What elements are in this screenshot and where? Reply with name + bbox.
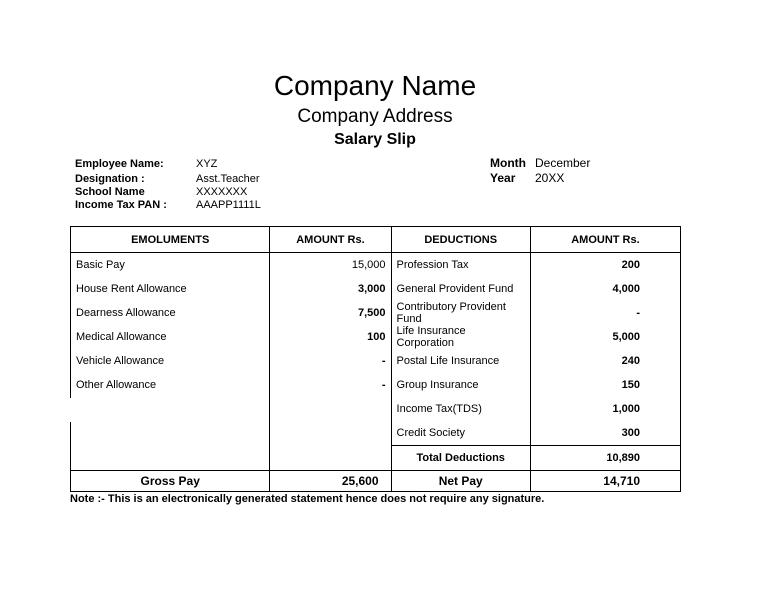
table-row <box>71 325 681 349</box>
table-row <box>71 277 681 301</box>
pay-summary-row <box>71 471 681 492</box>
month-value: December <box>535 156 591 170</box>
border-gap <box>69 398 71 422</box>
month-label: Month <box>490 156 526 170</box>
pan-label: Income Tax PAN : <box>75 199 167 211</box>
header-deductions: DEDUCTIONS <box>391 227 530 253</box>
emolument-amount: 3,000 <box>270 277 391 301</box>
table-header-row <box>71 227 681 253</box>
deduction-name: Income Tax(TDS) <box>391 397 530 421</box>
table-row <box>71 349 681 373</box>
table-row <box>71 421 681 446</box>
salary-table <box>70 226 681 492</box>
employee-name-value: XYZ <box>196 158 218 170</box>
deduction-name: Profession Tax <box>391 253 530 278</box>
deduction-amount: 5,000 <box>530 325 680 349</box>
deduction-amount: 4,000 <box>530 277 680 301</box>
total-deductions-value: 10,890 <box>530 446 680 471</box>
deduction-name: Postal Life Insurance <box>391 349 530 373</box>
header-emoluments: EMOLUMENTS <box>71 227 270 253</box>
pan-value: AAAPP1111L <box>196 199 261 211</box>
total-deductions-row <box>71 446 681 471</box>
emolument-name <box>71 397 270 421</box>
emolument-amount: 100 <box>270 325 391 349</box>
net-pay-value: 14,710 <box>530 471 680 492</box>
deduction-amount: 200 <box>530 253 680 278</box>
designation-label: Designation : <box>75 173 145 185</box>
company-name: Company Name <box>273 70 477 101</box>
header-emolument-amount: AMOUNT Rs. <box>270 227 391 253</box>
emolument-name: Other Allowance <box>71 373 270 397</box>
table-row <box>71 253 681 278</box>
emolument-name: Medical Allowance <box>71 325 270 349</box>
emolument-amount: 15,000 <box>270 253 391 278</box>
deduction-name: General Provident Fund <box>391 277 530 301</box>
deduction-amount: 150 <box>530 373 680 397</box>
designation-value: Asst.Teacher <box>196 173 260 185</box>
school-name-value: XXXXXXX <box>196 186 248 198</box>
emolument-amount: 7,500 <box>270 301 391 325</box>
table-row <box>71 301 681 325</box>
employee-name-label: Employee Name: <box>75 158 164 170</box>
emolument-name: Vehicle Allowance <box>71 349 270 373</box>
deduction-amount: 1,000 <box>530 397 680 421</box>
header-deduction-amount: AMOUNT Rs. <box>530 227 680 253</box>
emolument-amount <box>270 421 391 446</box>
emolument-amount <box>270 397 391 421</box>
deduction-name: Life Insurance Corporation <box>391 325 530 349</box>
empty-cell <box>71 446 270 471</box>
year-label: Year <box>490 171 516 185</box>
total-deductions-label: Total Deductions <box>391 446 530 471</box>
deduction-amount: - <box>530 301 680 325</box>
emolument-amount: - <box>270 349 391 373</box>
emolument-amount: - <box>270 373 391 397</box>
gross-pay-value: 25,600 <box>270 471 391 492</box>
deduction-amount: 300 <box>530 421 680 446</box>
table-row <box>71 373 681 397</box>
emolument-name: Dearness Allowance <box>71 301 270 325</box>
table-row <box>71 397 681 421</box>
slip-title: Salary Slip <box>334 131 416 148</box>
deduction-amount: 240 <box>530 349 680 373</box>
signature-note: Note :- This is an electronically generated statement hence does not require any signature. <box>70 493 545 505</box>
deduction-name: Credit Society <box>391 421 530 446</box>
net-pay-label: Net Pay <box>391 471 530 492</box>
school-name-label: School Name <box>75 186 145 198</box>
company-address: Company Address <box>297 106 453 127</box>
empty-cell <box>270 446 391 471</box>
emolument-name: House Rent Allowance <box>71 277 270 301</box>
deduction-name: Group Insurance <box>391 373 530 397</box>
deduction-name: Contributory Provident Fund <box>391 301 530 325</box>
emolument-name: Basic Pay <box>71 253 270 278</box>
gross-pay-label: Gross Pay <box>71 471 270 492</box>
year-value: 20XX <box>535 171 565 185</box>
emolument-name <box>71 421 270 446</box>
